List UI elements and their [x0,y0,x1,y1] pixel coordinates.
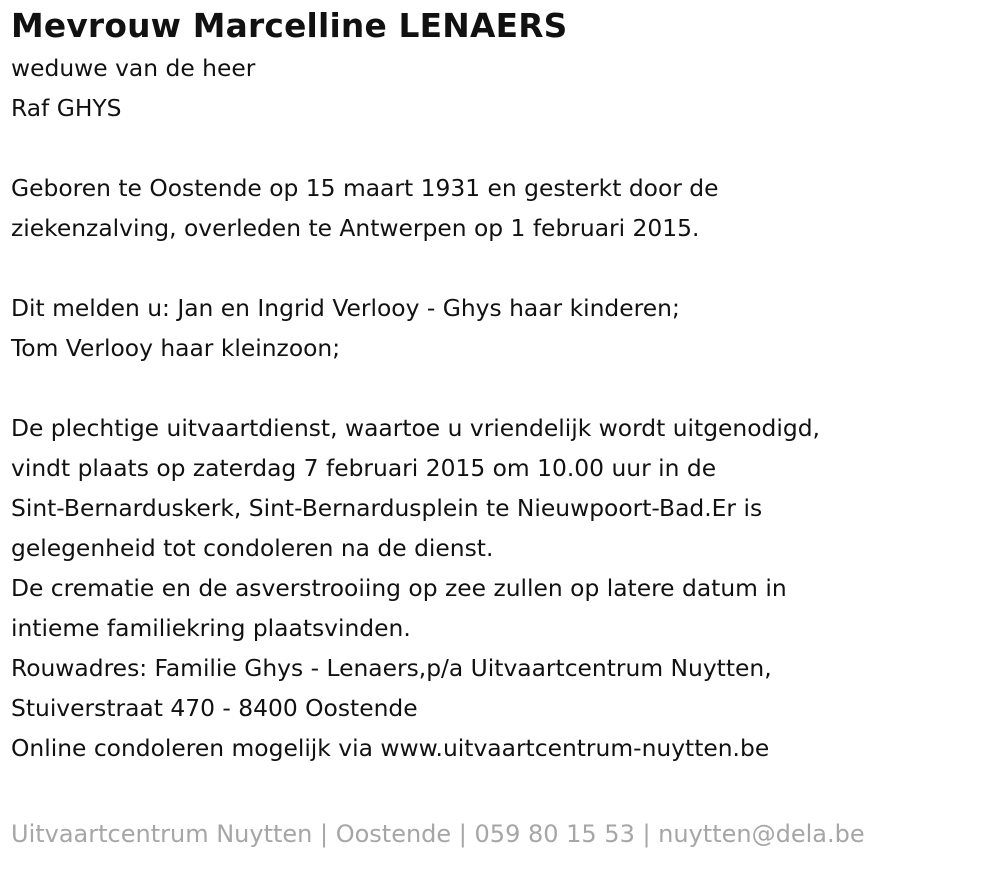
service-line-4: gelegenheid tot condoleren na de dienst. [11,534,494,562]
birth-line-1: Geboren te Oostende op 15 maart 1931 en gesterkt door de [11,174,719,202]
announce-line-2: Tom Verlooy haar kleinzoon; [11,334,341,362]
cremation-line-2: intieme familiekring plaatsvinden. [11,614,411,642]
address-line-1: Rouwadres: Familie Ghys - Lenaers,p/a Uitvaartcentrum Nuytten, [11,654,772,682]
funeral-home-footer: Uitvaartcentrum Nuytten | Oostende | 059 80 15 53 | nuytten@dela.be [11,820,865,848]
spacer [11,128,991,168]
address-line-2: Stuiverstraat 470 - 8400 Oostende [11,694,418,722]
spouse-line-1: weduwe van de heer [11,54,256,82]
service-line-3: Sint-Bernarduskerk, Sint-Bernardusplein te Nieuwpoort-Bad.Er is [11,494,763,522]
spacer [11,248,991,288]
cremation-line-1: De crematie en de asverstrooiing op zee zullen op latere datum in [11,574,787,602]
spouse-line-2: Raf GHYS [11,94,122,122]
death-notice [11,4,991,768]
deceased-name: Mevrouw Marcelline LENAERS [11,7,568,45]
spacer [11,368,991,408]
service-line-2: vindt plaats op zaterdag 7 februari 2015 om 10.00 uur in de [11,454,717,482]
online-condolence-line: Online condoleren mogelijk via www.uitvaartcentrum-nuytten.be [11,734,770,762]
service-line-1: De plechtige uitvaartdienst, waartoe u vriendelijk wordt uitgenodigd, [11,414,820,442]
birth-line-2: ziekenzalving, overleden te Antwerpen op 1 februari 2015. [11,214,700,242]
announce-line-1: Dit melden u: Jan en Ingrid Verlooy - Ghys haar kinderen; [11,294,680,322]
